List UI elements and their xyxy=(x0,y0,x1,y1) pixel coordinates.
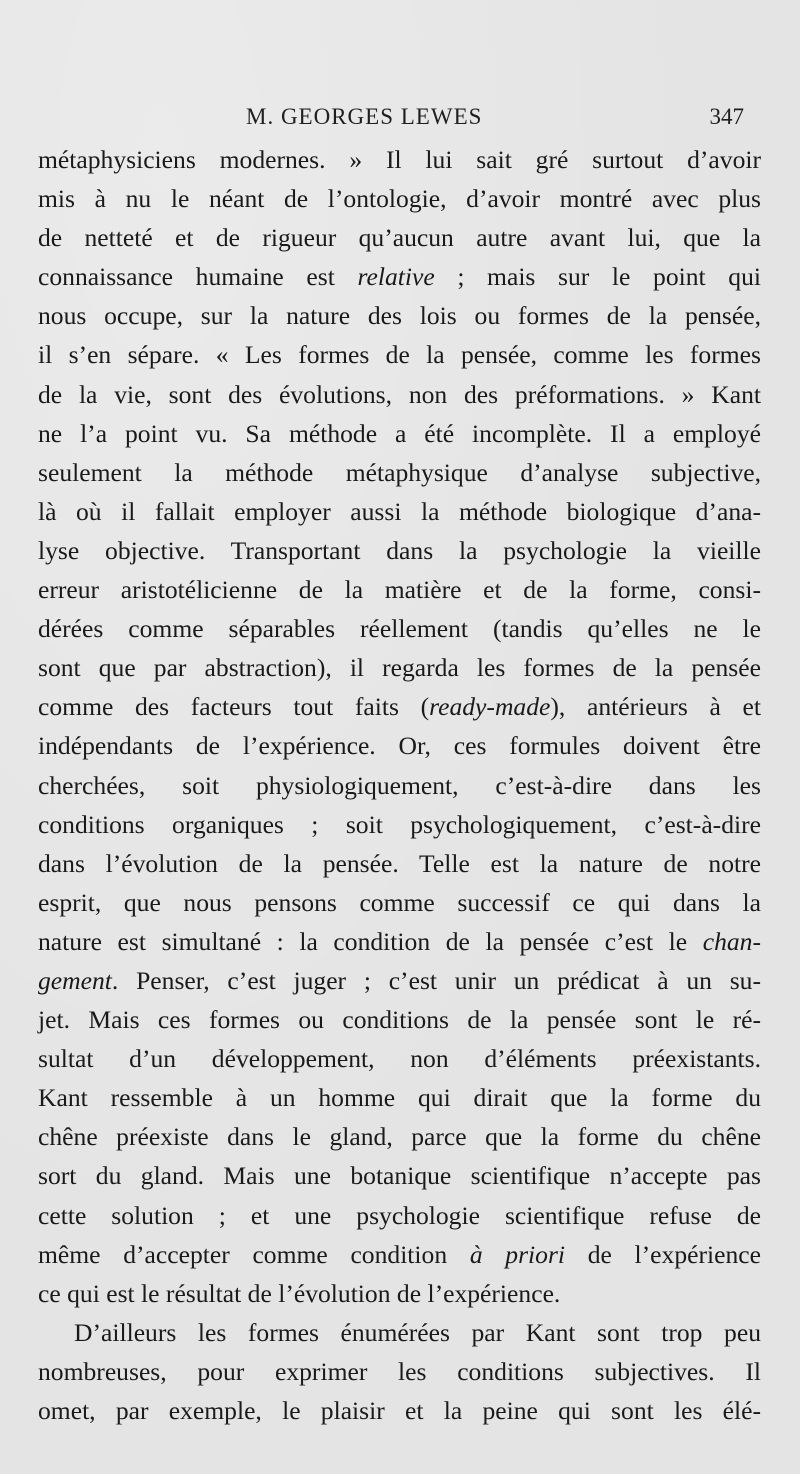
text-line xyxy=(38,922,761,961)
text-run: même d’accepter comme condition xyxy=(38,1239,470,1269)
text-run: là où il fallait employer aussi la méthode biologique d’ana- xyxy=(38,496,761,526)
text-run: nous occupe, sur la nature des lois ou formes de la pensée, xyxy=(38,301,761,331)
text-run: lyse objective. Transportant dans la psychologie la vieille xyxy=(38,535,761,565)
text-run: ), antérieurs à et xyxy=(550,692,761,722)
text-line xyxy=(38,335,761,374)
text-run: ce qui est le résultat de l’évolution de l’expérience. xyxy=(38,1278,561,1308)
text-run: ; mais sur le point qui xyxy=(434,262,761,292)
text-line xyxy=(38,1235,761,1274)
text-run: dérées comme séparables réellement (tandis qu’elles ne le xyxy=(38,614,761,644)
text-line xyxy=(38,805,761,844)
text-line xyxy=(38,1156,761,1195)
text-run: D’ailleurs les formes énumérées par Kant sont trop peu xyxy=(74,1317,761,1347)
italic-text: ready-made xyxy=(429,692,551,722)
text-run: dans l’évolution de la pensée. Telle est la nature de notre xyxy=(38,848,761,878)
text-run: de l’expérience xyxy=(565,1239,761,1269)
italic-text: à priori xyxy=(469,1239,566,1269)
text-run: de la vie, sont des évolutions, non des préformations. » Kant xyxy=(38,379,761,409)
text-run: sont que par abstraction), il regarda les formes de la pensée xyxy=(38,653,761,683)
text-line xyxy=(38,687,761,726)
text-line xyxy=(38,492,761,531)
italic-text: gement xyxy=(38,965,112,995)
text-line xyxy=(38,531,761,570)
italic-text: chan- xyxy=(702,926,761,956)
text-run: erreur aristotélicienne de la matière et de la forme, consi- xyxy=(38,575,761,605)
text-run: nature est simultané : la condition de la pensée c’est le xyxy=(38,926,703,956)
text-line xyxy=(38,883,761,922)
text-run: cette solution ; et une psychologie scientifique refuse de xyxy=(38,1200,761,1230)
running-head: M. GEORGES LEWES xyxy=(246,104,483,129)
body-text xyxy=(38,140,761,1430)
text-line xyxy=(38,375,761,414)
text-run: sort du gland. Mais une botanique scientifique n’accepte pas xyxy=(38,1161,761,1191)
text-line xyxy=(38,844,761,883)
text-run: conditions organiques ; soit psychologiquement, c’est-à-dire xyxy=(38,809,761,839)
text-run: mis à nu le néant de l’ontologie, d’avoir montré avec plus xyxy=(38,184,761,214)
text-line xyxy=(38,140,761,179)
text-run: . Penser, c’est juger ; c’est unir un prédicat à un su- xyxy=(111,965,761,995)
text-run: ne l’a point vu. Sa méthode a été incomplète. Il a employé xyxy=(38,418,761,448)
text-run: Kant ressemble à un homme qui dirait que la forme du xyxy=(38,1083,761,1113)
text-line xyxy=(38,1196,761,1235)
page-header xyxy=(38,98,768,138)
text-line xyxy=(38,1000,761,1039)
text-line xyxy=(38,1274,761,1313)
text-line xyxy=(38,179,761,218)
text-line xyxy=(38,453,761,492)
text-run: il s’en sépare. « Les formes de la pensée, comme les formes xyxy=(38,340,761,370)
text-run: jet. Mais ces formes ou conditions de la pensée sont le ré- xyxy=(38,1005,761,1035)
text-line xyxy=(38,1117,761,1156)
text-line xyxy=(38,1313,761,1352)
text-run: sultat d’un développement, non d’éléments préexistants. xyxy=(38,1044,761,1074)
text-line xyxy=(38,766,761,805)
text-run: omet, par exemple, le plaisir et la peine qui sont les élé- xyxy=(38,1396,761,1425)
text-run: comme des facteurs tout faits ( xyxy=(38,692,430,722)
text-line xyxy=(38,218,761,257)
text-line xyxy=(38,570,761,609)
text-run: seulement la méthode métaphysique d’analyse subjective, xyxy=(38,457,761,487)
text-line xyxy=(38,726,761,765)
text-line xyxy=(38,257,761,296)
text-run: chêne préexiste dans le gland, parce que la forme du chêne xyxy=(38,1122,761,1152)
text-run: de netteté et de rigueur qu’aucun autre avant lui, que la xyxy=(38,223,761,253)
page-number: 347 xyxy=(709,104,744,129)
text-line xyxy=(38,296,761,335)
text-line xyxy=(38,1078,761,1117)
text-run: cherchées, soit physiologiquement, c’est-à-dire dans les xyxy=(38,770,761,800)
text-run: nombreuses, pour exprimer les conditions subjectives. Il xyxy=(38,1356,761,1386)
text-line xyxy=(38,609,761,648)
text-line xyxy=(38,961,761,1000)
text-run: connaissance humaine est xyxy=(38,262,358,292)
text-line xyxy=(38,1039,761,1078)
text-run: indépendants de l’expérience. Or, ces formules doivent être xyxy=(38,731,761,761)
text-line xyxy=(38,1352,761,1391)
text-line xyxy=(38,648,761,687)
italic-text: relative xyxy=(357,262,435,292)
text-run: esprit, que nous pensons comme successif ce qui dans la xyxy=(38,887,761,917)
text-run: métaphysiciens modernes. » Il lui sait gré surtout d’avoir xyxy=(38,145,761,174)
text-line xyxy=(38,1391,761,1430)
text-line xyxy=(38,414,761,453)
